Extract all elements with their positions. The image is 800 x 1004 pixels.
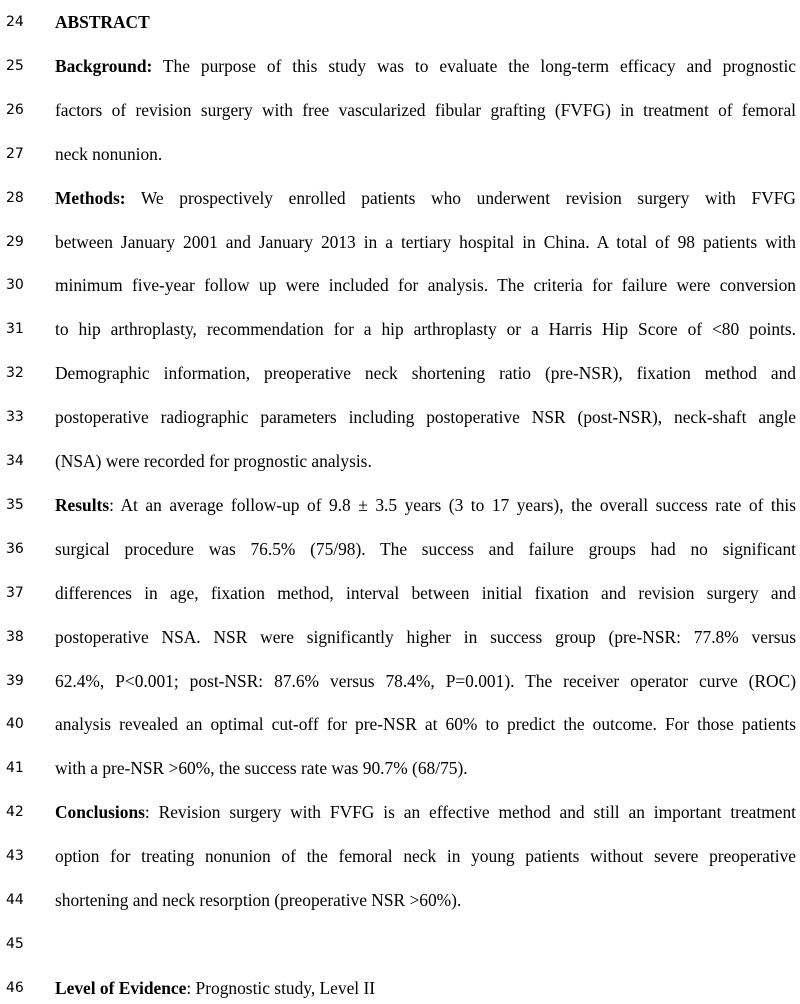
line-text: [55, 360, 796, 386]
section-heading: Methods:: [55, 187, 126, 208]
document-line: [0, 624, 800, 650]
document-line: [0, 272, 800, 298]
line-text: [55, 9, 796, 35]
document-line: [0, 185, 800, 211]
line-number: 43: [6, 848, 24, 865]
section-heading: Conclusions: [55, 802, 145, 823]
body-text: with a pre-NSR >60%, the success rate was 90.7% (68/75).: [55, 758, 468, 779]
body-text: to hip arthroplasty, recommendation for a hip arthroplasty or a Harris Hip Score of <80 points.: [55, 319, 796, 340]
body-text: option for treating nonunion of the femoral neck in young patients without severe preoperative: [55, 846, 796, 867]
line-number: 37: [6, 584, 24, 601]
section-heading: Level of Evidence: [55, 977, 187, 998]
document-line: [0, 580, 800, 606]
document-line: [0, 53, 800, 79]
line-text: [55, 799, 796, 825]
line-text: [55, 97, 796, 123]
body-text: minimum five-year follow up were included for analysis. The criteria for failure were conversion: [55, 275, 796, 296]
document-line: [0, 404, 800, 430]
line-number: 33: [6, 409, 24, 426]
body-text: differences in age, fixation method, interval between initial fixation and revision surgery and: [55, 582, 796, 603]
body-text: postoperative radiographic parameters including postoperative NSR (post-NSR), neck-shaft angle: [55, 407, 796, 428]
body-text: Demographic information, preoperative neck shortening ratio (pre-NSR), fixation method and: [55, 363, 796, 384]
line-text: [55, 755, 796, 781]
line-number: 25: [6, 57, 24, 74]
document-line: [0, 755, 800, 781]
document-line: [0, 975, 800, 1001]
body-text: 62.4%, P<0.001; post-NSR: 87.6% versus 78.4%, P=0.001). The receiver operator curve (ROC): [55, 670, 796, 691]
line-number: 32: [6, 365, 24, 382]
line-number: 35: [6, 496, 24, 513]
document-line: [0, 931, 800, 957]
body-text: neck nonunion.: [55, 143, 163, 164]
document-line: [0, 711, 800, 737]
body-text: : At an average follow-up of 9.8 ± 3.5 years (3 to 17 years), the overall success rate of this: [109, 494, 796, 515]
body-text: The purpose of this study was to evaluate the long-term efficacy and prognostic: [152, 55, 796, 76]
line-text: [55, 887, 796, 913]
line-number: 27: [6, 145, 24, 162]
line-number: 42: [6, 804, 24, 821]
line-number: 31: [6, 321, 24, 338]
line-number: 38: [6, 628, 24, 645]
body-text: surgical procedure was 76.5% (75/98). The success and failure groups had no significant: [55, 538, 796, 559]
body-text: postoperative NSA. NSR were significantly higher in success group (pre-NSR: 77.8% versus: [55, 626, 796, 647]
document-line: [0, 887, 800, 913]
section-heading: Results: [55, 494, 110, 515]
line-number: 41: [6, 760, 24, 777]
line-number: 46: [6, 979, 24, 996]
body-text: : Revision surgery with FVFG is an effective method and still an important treatment: [144, 802, 796, 823]
line-text: [55, 448, 796, 474]
line-number: 40: [6, 716, 24, 733]
line-number: 26: [6, 101, 24, 118]
line-text: [55, 536, 796, 562]
line-text: [55, 316, 796, 342]
document-line: [0, 536, 800, 562]
line-text: [55, 711, 796, 737]
document-line: [0, 448, 800, 474]
line-number: 29: [6, 233, 24, 250]
document-line: [0, 229, 800, 255]
body-text: : Prognostic study, Level II: [186, 977, 376, 998]
line-text: [55, 272, 796, 298]
section-heading: ABSTRACT: [55, 12, 150, 32]
line-text: [55, 492, 796, 518]
body-text: (NSA) were recorded for prognostic analysis.: [55, 451, 372, 471]
line-text: [55, 624, 796, 650]
line-number: 45: [6, 935, 24, 952]
line-text: [55, 404, 796, 430]
body-text: factors of revision surgery with free vascularized fibular grafting (FVFG) in treatment of femoral: [55, 99, 796, 120]
line-text: [55, 185, 796, 211]
line-number: 36: [6, 540, 24, 557]
body-text: We prospectively enrolled patients who underwent revision surgery with FVFG: [125, 187, 796, 208]
line-number: 30: [6, 277, 24, 294]
section-heading: Background:: [55, 55, 153, 76]
line-text: [55, 229, 796, 255]
document-line: [0, 492, 800, 518]
line-text: [55, 668, 796, 694]
document-line: [0, 9, 800, 35]
line-text: [55, 843, 796, 869]
line-number: 24: [6, 14, 24, 30]
document-line: [0, 97, 800, 123]
document-line: [0, 843, 800, 869]
document-line: [0, 141, 800, 167]
document-line: [0, 360, 800, 386]
document-line: [0, 799, 800, 825]
line-text: [55, 53, 796, 79]
line-text: [55, 975, 796, 1001]
line-number: 44: [6, 892, 24, 908]
body-text: shortening and neck resorption (preoperative NSR >60%).: [55, 890, 462, 910]
document-line: [0, 668, 800, 694]
line-number: 39: [6, 672, 24, 689]
line-number: 34: [6, 453, 24, 469]
body-text: analysis revealed an optimal cut-off for pre-NSR at 60% to predict the outcome. For those patients: [55, 714, 796, 735]
document-line: [0, 316, 800, 342]
line-number: 28: [6, 189, 24, 206]
body-text: between January 2001 and January 2013 in a tertiary hospital in China. A total of 98 patients with: [55, 231, 796, 252]
line-text: [55, 580, 796, 606]
line-text: [55, 141, 796, 167]
